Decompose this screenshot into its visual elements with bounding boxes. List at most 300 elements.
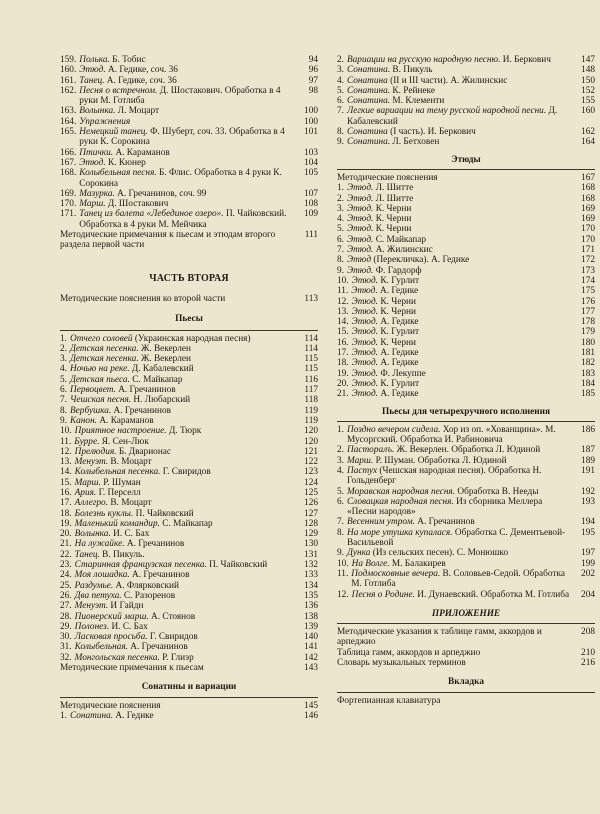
page-number: 96 <box>308 65 318 76</box>
entry-number: 8. <box>337 127 344 138</box>
entry-title: Методические пояснения <box>337 172 438 183</box>
entry-title: Этюд. К. Гурлит <box>351 275 420 286</box>
entry-title: Этюд. А. Гедике <box>351 389 419 400</box>
entry-title: Этюд (Перекличка). А. Гедике <box>346 255 470 266</box>
page-number: 184 <box>581 378 595 389</box>
entry-number: 32. <box>60 652 72 663</box>
entry-title: Менуэт. В. Моцарт <box>74 457 152 468</box>
toc-entry <box>60 76 318 86</box>
entry-title: Сонатина. М. Клементи <box>346 96 445 107</box>
entry-title: Марш. Р. Шуман. Обработка Л. Юдиной <box>346 455 507 466</box>
toc-entry <box>60 601 318 611</box>
toc-entry <box>337 338 595 348</box>
toc-entry <box>60 663 318 673</box>
entry-number: 6. <box>337 496 344 507</box>
page-number: 141 <box>304 642 318 653</box>
entry-title: Методические указания к таблице гамм, аккордов и арпеджио <box>337 627 542 648</box>
toc-entry <box>337 425 595 446</box>
entry-title: Мазурка. А. Гречанинов, соч. 99 <box>79 188 207 199</box>
page-number: 134 <box>304 580 318 591</box>
entry-number: 162. <box>60 85 77 96</box>
page-number: 173 <box>581 265 595 276</box>
toc-entry <box>337 194 595 204</box>
toc-entry <box>60 344 318 354</box>
page-number: 193 <box>581 496 595 507</box>
entry-number: 2. <box>337 55 344 65</box>
entry-title: Этюд. К. Кюнер <box>79 157 146 168</box>
page-number: 111 <box>304 230 318 241</box>
page-number: 174 <box>581 275 595 286</box>
entry-number: 11. <box>60 436 72 447</box>
toc-entry <box>337 127 595 137</box>
toc-entry <box>337 65 595 75</box>
page-number: 119 <box>304 405 318 416</box>
entry-title: Менуэт. И Гайдн <box>74 601 144 612</box>
toc-entry <box>60 385 318 395</box>
entry-number: 14. <box>337 317 349 328</box>
entry-number: 9. <box>60 415 67 426</box>
entry-title: Отчего соловей (Украинская народная песня) <box>69 333 251 344</box>
toc-entry <box>337 317 595 327</box>
entry-title: Этюд. Л. Шитте <box>346 193 414 204</box>
entry-number: 10. <box>60 426 72 437</box>
toc-entry <box>60 294 318 304</box>
entry-number: 3. <box>337 203 344 214</box>
entry-number: 24. <box>60 570 72 581</box>
toc-entry <box>60 86 318 107</box>
page-number: 130 <box>304 539 318 550</box>
toc-entry <box>60 467 318 477</box>
entry-title: Танец. В. Пикуль. <box>74 549 145 560</box>
page-number: 155 <box>581 96 595 107</box>
entry-number: 19. <box>337 368 349 379</box>
page-number: 128 <box>304 518 318 529</box>
page-number: 125 <box>304 487 318 498</box>
entry-number: 160. <box>60 65 77 76</box>
entry-title: Детская пьеса. С. Майкапар <box>69 374 183 385</box>
entry-number: 11. <box>337 568 349 579</box>
toc-entry <box>337 297 595 307</box>
page-number: 170 <box>581 224 595 235</box>
page-number: 115 <box>304 364 318 375</box>
entry-number: 2. <box>337 193 344 204</box>
entry-title: Этюд. К. Черни <box>346 214 412 225</box>
toc-entry <box>60 65 318 75</box>
page-number: 189 <box>581 455 595 466</box>
page-number: 180 <box>581 337 595 348</box>
toc-entry <box>337 559 595 569</box>
toc-entry <box>337 55 595 65</box>
entry-number: 170. <box>60 199 77 210</box>
toc-entry <box>60 334 318 344</box>
entry-number: 26. <box>60 590 72 601</box>
section-heading: Вкладка <box>448 677 484 688</box>
page-number: 100 <box>304 106 318 117</box>
toc-entry <box>60 117 318 127</box>
page-number: 169 <box>581 203 595 214</box>
entry-title: Весенним утром. А. Гречанинов <box>346 517 475 528</box>
page-number: 160 <box>581 106 595 117</box>
entry-title: Вербушка. А. Гречанинов <box>69 405 172 416</box>
page-number: 124 <box>304 477 318 488</box>
page-number: 105 <box>304 168 318 179</box>
entry-title: Этюд. С. Майкапар <box>346 234 427 245</box>
entry-title: Бурре. Я. Сен-Люк <box>74 436 149 447</box>
toc-entry <box>60 395 318 405</box>
entry-number: 22. <box>60 549 72 560</box>
toc-entry <box>337 286 595 296</box>
entry-number: 21. <box>60 539 72 550</box>
toc-entry <box>60 529 318 539</box>
page-number: 139 <box>304 621 318 632</box>
entry-title: Колыбельная песенка. Г. Свиридов <box>74 467 211 478</box>
page-number: 169 <box>581 214 595 225</box>
entry-title: Старинная французская песенка. П. Чайковский <box>74 560 268 571</box>
page-number: 136 <box>304 601 318 612</box>
toc-entry <box>337 517 595 527</box>
section-heading: Пьесы <box>175 314 203 325</box>
toc-entry <box>60 447 318 457</box>
page-number: 150 <box>581 75 595 86</box>
entry-title: Этюд. К. Черни <box>351 306 416 317</box>
entry-number: 1. <box>60 710 67 721</box>
entry-number: 21. <box>337 389 349 400</box>
spacer <box>337 148 595 155</box>
entry-number: 30. <box>60 632 72 643</box>
entry-number: 171. <box>60 209 77 220</box>
page-number: 194 <box>581 517 595 528</box>
page-number: 104 <box>304 157 318 168</box>
entry-title: Болезнь куклы. П. Чайковский <box>74 508 194 519</box>
entry-title: Этюд. К. Черни <box>351 296 416 307</box>
toc-entry <box>60 539 318 549</box>
entry-number: 19. <box>60 518 72 529</box>
toc-entry <box>60 478 318 488</box>
entry-title: Упражнения <box>79 116 131 127</box>
toc-entry <box>60 498 318 508</box>
entry-number: 12. <box>337 296 349 307</box>
toc-entry <box>337 106 595 127</box>
entry-title: Этюд. Л. Шитте <box>346 183 414 194</box>
toc-entry <box>337 173 595 183</box>
entry-title: Подмосковные вечера. В. Соловьев-Седой. Обработка М. Готлиба <box>351 568 565 590</box>
toc-entry <box>60 199 318 209</box>
spacer <box>337 400 595 407</box>
page-number: 97 <box>308 75 318 86</box>
entry-number: 7. <box>337 106 344 117</box>
entry-number: 8. <box>337 527 344 538</box>
entry-number: 1. <box>337 424 344 435</box>
entry-number: 12. <box>60 446 72 457</box>
entry-title: Словацкая народная песня. Из сборника Меллера «Песни народов» <box>346 496 543 518</box>
page-number: 98 <box>308 85 318 96</box>
page-number: 147 <box>581 55 595 65</box>
toc-entry <box>60 701 318 711</box>
entry-number: 9. <box>337 137 344 148</box>
entry-number: 2. <box>60 343 67 354</box>
section-heading: ЧАСТЬ ВТОРАЯ <box>149 272 229 284</box>
toc-entry <box>337 487 595 497</box>
page-number: 146 <box>304 710 318 721</box>
entry-number: 4. <box>337 465 344 476</box>
page-number: 202 <box>581 568 595 579</box>
toc-column-left <box>60 55 318 721</box>
entry-title: Этюд. А. Гедике <box>351 286 419 297</box>
page-number: 195 <box>581 527 595 538</box>
toc-entry <box>60 375 318 385</box>
entry-title: Чешская песня. Н. Любарский <box>69 395 191 406</box>
entry-title: Немецкий танец. Ф. Шуберт, соч. 33. Обработка в 4 руки К. Сорокина <box>79 127 285 148</box>
page-number: 140 <box>304 632 318 643</box>
page-number: 116 <box>304 374 318 385</box>
entry-number: 12. <box>337 589 349 600</box>
entry-title: Монгольская песенка. Р. Глиэр <box>74 652 194 663</box>
toc-entry <box>337 445 595 455</box>
entry-number: 168. <box>60 168 77 179</box>
page-number: 126 <box>304 498 318 509</box>
entry-title: Первоцвет. А. Гречанинов <box>69 385 176 396</box>
toc-entry <box>337 255 595 265</box>
entry-title: Методические примечания к пьесам <box>60 663 204 674</box>
page-number: 208 <box>581 627 595 638</box>
toc-entry <box>337 658 595 668</box>
toc-entry <box>60 550 318 560</box>
entry-title: Сонатина. А. Гедике <box>69 710 154 721</box>
entry-number: 4. <box>337 75 344 86</box>
page-number: 172 <box>581 255 595 266</box>
page-number: 216 <box>581 658 595 669</box>
toc-entry <box>337 86 595 96</box>
toc-entry <box>337 96 595 106</box>
entry-number: 5. <box>337 486 344 497</box>
page-number: 107 <box>304 188 318 199</box>
entry-title: Этюд. К. Гурлит <box>351 378 420 389</box>
entry-title: Таблица гамм, аккордов и арпеджио <box>337 647 481 658</box>
toc-entry <box>60 570 318 580</box>
entry-title: Птички. А. Караманов <box>79 147 170 158</box>
page-number: 204 <box>581 589 595 600</box>
page-number: 121 <box>304 446 318 457</box>
toc-entry <box>60 158 318 168</box>
page-number: 183 <box>581 368 595 379</box>
toc-entry <box>337 358 595 368</box>
entry-number: 167. <box>60 157 77 168</box>
entry-title: Приятное настроение. Д. Тюрк <box>74 426 202 437</box>
section-heading: Этюды <box>451 154 481 165</box>
entry-title: Пастух (Чешская народная песня). Обработка Н. Гольденберг <box>346 465 542 487</box>
entry-number: 9. <box>337 548 344 559</box>
entry-title: Этюд. К. Черни <box>346 224 412 235</box>
section-heading: Пьесы для четырехручного исполнения <box>381 406 551 417</box>
entry-number: 164. <box>60 116 77 127</box>
entry-number: 16. <box>337 337 349 348</box>
toc-entry <box>60 189 318 199</box>
entry-title: Этюд. К. Черни <box>346 203 412 214</box>
toc-entry <box>337 528 595 549</box>
entry-number: 1. <box>337 183 344 194</box>
toc-entry <box>60 127 318 148</box>
entry-title: Раздумье. А. Флярковский <box>74 580 179 591</box>
entry-title: Прелюдия. Б. Дварионас <box>74 446 172 457</box>
entry-number: 28. <box>60 611 72 622</box>
toc-entry <box>60 457 318 467</box>
page-number: 117 <box>304 385 318 396</box>
toc-entry <box>60 106 318 116</box>
entry-number: 6. <box>337 234 344 245</box>
page-number: 135 <box>304 590 318 601</box>
page-number: 120 <box>304 436 318 447</box>
entry-title: Этюд. А. Гедике, соч. 36 <box>79 65 178 76</box>
entry-number: 17. <box>60 498 72 509</box>
entry-title: Детская песенка. Ж. Векерлен <box>69 354 191 365</box>
toc-entry <box>60 437 318 447</box>
page-number: 123 <box>304 467 318 478</box>
entry-number: 4. <box>60 364 67 375</box>
page-number: 164 <box>581 137 595 148</box>
toc-entry <box>337 648 595 658</box>
entry-title: Сонатина. Л. Бетховен <box>346 137 440 148</box>
entry-number: 10. <box>337 558 349 569</box>
page-number: 168 <box>581 193 595 204</box>
toc-column-right <box>337 55 595 706</box>
page-number: 148 <box>581 65 595 76</box>
page-number: 182 <box>581 358 595 369</box>
entry-number: 31. <box>60 642 72 653</box>
entry-number: 2. <box>337 445 344 456</box>
toc-entry <box>60 711 318 721</box>
entry-title: Пионерский марш. А. Стоянов <box>74 611 196 622</box>
entry-title: Пасторалъ. Ж. Векерлен. Обработка Л. Юдиной <box>346 445 541 456</box>
entry-number: 15. <box>60 477 72 488</box>
page-number: 145 <box>304 700 318 711</box>
entry-number: 7. <box>337 517 344 528</box>
entry-title: Этюд. А. Гедике <box>351 348 419 359</box>
page-number: 199 <box>581 558 595 569</box>
page-number: 109 <box>304 209 318 220</box>
entry-title: Словарь музыкальных терминов <box>337 658 466 669</box>
entry-title: Танец из балета «Лебединое озеро». П. Чайковский. Обработка в 4 руки М. Мейчика <box>79 209 287 230</box>
toc-entry <box>60 364 318 374</box>
page-number: 168 <box>581 183 595 194</box>
entry-title: Колыбельная. А. Гречанинов <box>74 642 188 653</box>
entry-number: 161. <box>60 75 77 86</box>
toc-entry <box>60 581 318 591</box>
entry-number: 8. <box>60 405 67 416</box>
toc-entry <box>337 369 595 379</box>
toc-entry <box>60 509 318 519</box>
entry-title: Поздно вечером сидела. Хор из оп. «Хованщина». М. Мусоргский. Обработка И. Рабиновича <box>346 424 556 446</box>
entry-number: 163. <box>60 106 77 117</box>
entry-title: Канон. А. Караманов <box>69 415 154 426</box>
toc-entry <box>337 224 595 234</box>
page-number: 143 <box>304 663 318 674</box>
entry-number: 20. <box>60 529 72 540</box>
page-number: 191 <box>581 465 595 476</box>
entry-number: 4. <box>337 214 344 225</box>
page-number: 115 <box>304 354 318 365</box>
entry-number: 6. <box>60 385 67 396</box>
entry-title: На лужайке. А. Гречанинов <box>74 539 185 550</box>
toc-entry <box>60 488 318 498</box>
toc-entry <box>337 466 595 487</box>
entry-number: 23. <box>60 560 72 571</box>
entry-number: 14. <box>60 467 72 478</box>
entry-number: 17. <box>337 348 349 359</box>
spacer <box>337 668 595 677</box>
entry-title: Этюд. К. Черни <box>351 337 416 348</box>
entry-title: Этюд. А. Гедике <box>351 358 419 369</box>
entry-number: 15. <box>337 327 349 338</box>
toc-entry <box>337 137 595 147</box>
entry-number: 5. <box>60 374 67 385</box>
entry-title: Дунка (Из сельских песен). С. Монюшко <box>346 548 509 559</box>
toc-entry <box>337 76 595 86</box>
toc-entry <box>60 642 318 652</box>
entry-title: Методические пояснения ко второй части <box>60 293 226 304</box>
entry-number: 11. <box>337 286 349 297</box>
entry-number: 16. <box>60 487 72 498</box>
entry-number: 10. <box>337 275 349 286</box>
entry-number: 27. <box>60 601 72 612</box>
toc-entry <box>337 235 595 245</box>
page-number: 186 <box>581 424 595 435</box>
page-number: 170 <box>581 234 595 245</box>
page-number: 167 <box>581 172 595 183</box>
entry-title: Танец. А. Гедике, соч. 36 <box>79 75 177 86</box>
entry-title: Методические пояснения <box>60 700 161 711</box>
spacer <box>60 673 318 682</box>
entry-title: Вариации на русскую народную песню. И. Беркович <box>346 55 551 65</box>
page-number: 138 <box>304 611 318 622</box>
entry-title: Песня о встречном. Д. Шостакович. Обработка в 4 руки М. Готлиба <box>79 85 281 107</box>
entry-number: 165. <box>60 127 77 138</box>
toc-entry <box>337 569 595 590</box>
entry-number: 7. <box>337 245 344 256</box>
toc-entry <box>60 560 318 570</box>
entry-title: Фортепианная клавиатура <box>337 695 441 706</box>
entry-title: Маленький командир. С. Майкапар <box>74 518 213 529</box>
page-number: 185 <box>581 389 595 400</box>
page-number: 176 <box>581 296 595 307</box>
entry-title: Песня о Родине. И. Дунаевский. Обработка М. Готлиба <box>351 589 570 600</box>
toc-entry <box>60 354 318 364</box>
entry-title: Ласковая просьба. Г. Свиридов <box>74 632 198 643</box>
entry-title: Полька. Б. Тобис <box>79 55 146 65</box>
page-number: 103 <box>304 147 318 158</box>
page-number: 171 <box>581 245 595 256</box>
entry-number: 166. <box>60 147 77 158</box>
toc-entry <box>337 214 595 224</box>
entry-title: Этюд. Ф. Гардорф <box>346 265 422 276</box>
section-heading: ПРИЛОЖЕНИЕ <box>431 608 501 619</box>
toc-entry <box>60 148 318 158</box>
page-number: 175 <box>581 286 595 297</box>
entry-title: Легкие вариации на тему русской народной песни. Д. Кабалевский <box>346 106 558 127</box>
entry-title: Сонатина. К. Рейнеке <box>346 85 435 96</box>
toc-entry <box>60 55 318 65</box>
toc-entry <box>60 519 318 529</box>
entry-title: На Волге. М. Балакирев <box>351 558 446 569</box>
toc-entry <box>337 266 595 276</box>
spacer <box>60 251 318 274</box>
entry-title: Этюд. Ф. Лекуппе <box>351 368 426 379</box>
page-number: 179 <box>581 327 595 338</box>
toc-entry <box>337 276 595 286</box>
page-number: 119 <box>304 415 318 426</box>
page-number: 197 <box>581 548 595 559</box>
entry-number: 25. <box>60 580 72 591</box>
toc-entry <box>60 591 318 601</box>
